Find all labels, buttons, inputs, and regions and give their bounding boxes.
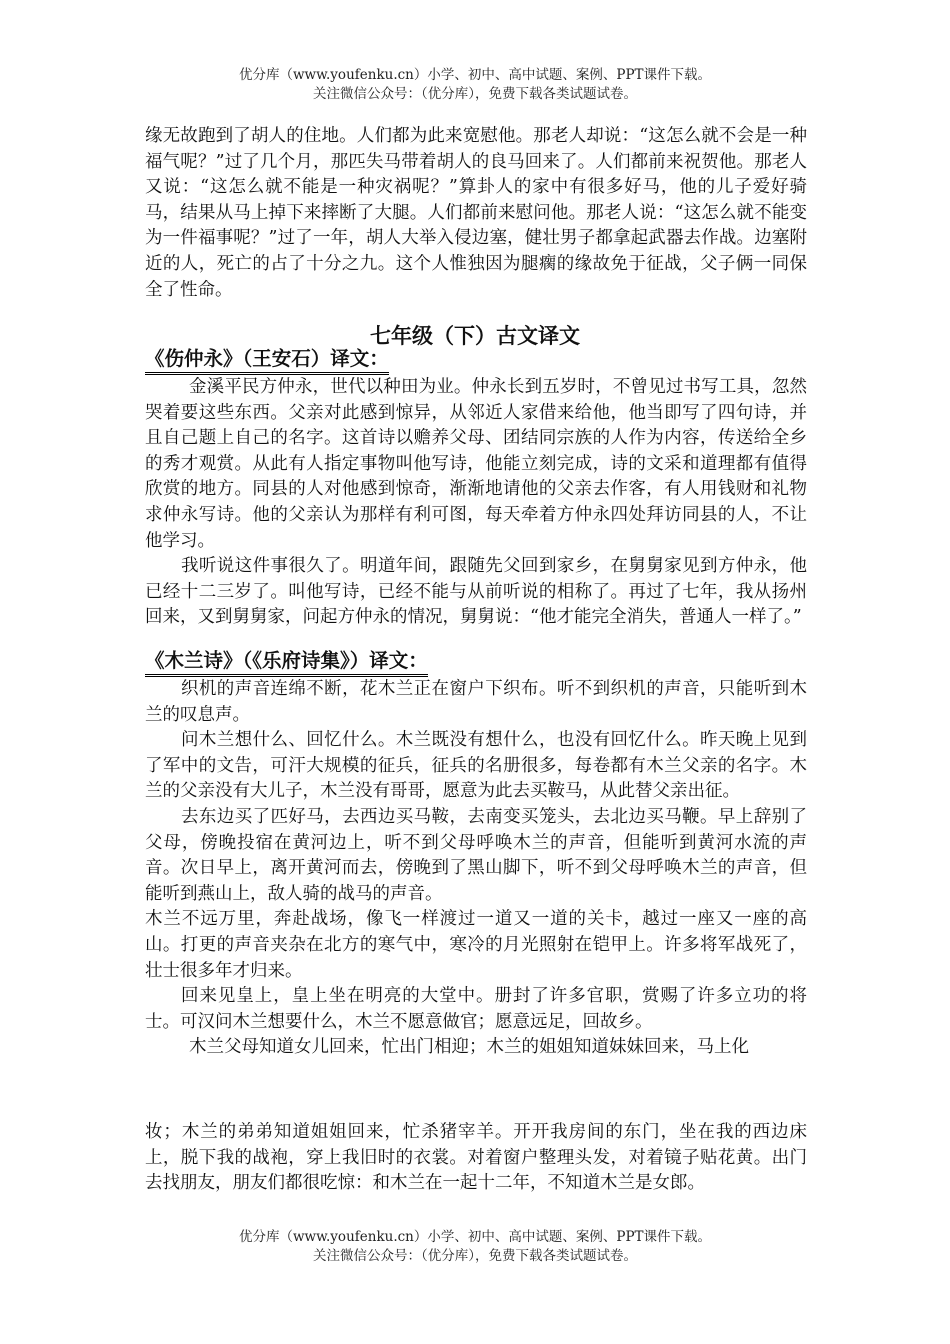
section1-heading: 《伤仲永》（王安石）译文： [145,346,389,375]
section1-paragraph-2: 我听说这件事很久了。明道年间，跟随先父回到家乡，在舅舅家见到方仲永，他已经十二三岁了。叫他写诗，已经不能与从前听说的相称了。再过了七年，我从扬州回来，又到舅舅家，问起方仲永的情况，舅舅说：“他才能完全消失，普通人一样了。” [145,556,807,628]
header-line-2: 关注微信公众号：（优分库），免费下载各类试题试卷。 [313,86,637,102]
page-footer [0,1228,950,1266]
section2-paragraph-6: 木兰父母知道女儿回来，忙出门相迎；木兰的姐姐知道妹妹回来，马上化 [189,1037,749,1058]
section2-paragraph-3: 去东边买了匹好马，去西边买马鞍，去南变买笼头，去北边买马鞭。早上辞别了父母，傍晚投宿在黄河边上，听不到父母呼唤木兰的声音，但能听到黄河水流的声音。次日早上，离开黄河而去，傍晚到了黑山脚下，听不到父母呼唤木兰的声音，但能听到燕山上，敌人骑的战马的声音。 [145,806,807,904]
section2-paragraph-1: 织机的声音连绵不断，花木兰正在窗户下织布。听不到织机的声音，只能听到木兰的叹息声。 [145,679,807,725]
footer-line-2: 关注微信公众号：（优分库），免费下载各类试题试卷。 [313,1248,637,1264]
section-shangzhongyong [145,346,807,631]
main-title: 七年级（下）古文译文 [370,323,580,348]
header-line-1: 优分库（www.youfenku.cn）小学、初中、高中试题、案例、PPT课件下载。 [238,67,712,83]
section-mulanshi [145,648,807,1061]
section2-paragraph-2: 问木兰想什么、回忆什么。木兰既没有想什么，也没有回忆什么。昨天晚上见到了军中的文告，可汗大规模的征兵，征兵的名册很多，每卷都有木兰父亲的名字。木兰的父亲没有大儿子，木兰没有哥哥，愿意为此去买鞍马，从此替父亲出征。 [145,730,807,802]
page-continuation [145,1120,807,1197]
section2-heading: 《木兰诗》（《乐府诗集》）译文： [145,648,428,677]
section2-paragraph-5: 回来见皇上，皇上坐在明亮的大堂中。册封了许多官职，赏赐了许多立功的将士。可汉问木兰想要什么，木兰不愿意做官；愿意远足，回故乡。 [145,986,807,1032]
section1-paragraph-1: 金溪平民方仲永，世代以种田为业。仲永长到五岁时，不曾见过书写工具，忽然哭着要这些东西。父亲对此感到惊异，从邻近人家借来给他，他当即写了四句诗，并且自己题上自己的名字。这首诗以赡养父母、团结同宗族的人作为内容，传送给全乡的秀才观赏。从此有人指定事物叫他写诗，他能立刻完成，诗的文采和道理都有值得欣赏的地方。同县的人对他感到惊奇，渐渐地请他的父亲去作客，有人用钱财和礼物求仲永写诗。他的父亲认为那样有利可图，每天牵着方仲永四处拜访同县的人，不让他学习。 [145,377,807,551]
intro-paragraph: 缘无故跑到了胡人的住地。人们都为此来宽慰他。那老人却说：“这怎么就不会是一种福气呢？”过了几个月，那匹失马带着胡人的良马回来了。人们都前来祝贺他。那老人又说：“这怎么就不能是一种灾祸呢？”算卦人的家中有很多好马，他的儿子爱好骑马，结果从马上掉下来摔断了大腿。人们都前来慰问他。那老人说：“这怎么就不能变为一件福事呢？”过了一年，胡人大举入侵边塞，健壮男子都拿起武器去作战。边塞附近的人，死亡的占了十分之九。这个人惟独因为腿瘸的缘故免于征战，父子俩一同保全了性命。 [145,126,807,300]
footer-line-1: 优分库（www.youfenku.cn）小学、初中、高中试题、案例、PPT课件下载。 [238,1229,712,1245]
page-header [0,66,950,104]
section2-paragraph-4: 木兰不远万里，奔赴战场，像飞一样渡过一道又一道的关卡，越过一座又一座的高山。打更的声音夹杂在北方的寒气中，寒冷的月光照射在铠甲上。许多将军战死了，壮士很多年才归来。 [145,909,807,981]
section2-continuation: 妆；木兰的弟弟知道姐姐回来，忙杀猪宰羊。开开我房间的东门，坐在我的西边床上，脱下我的战袍，穿上我旧时的衣裳。对着窗户整理头发，对着镜子贴花黄。出门去找朋友，朋友们都很吃惊：和木兰在一起十二年，不知道木兰是女郎。 [145,1122,807,1194]
intro-block [145,124,807,303]
